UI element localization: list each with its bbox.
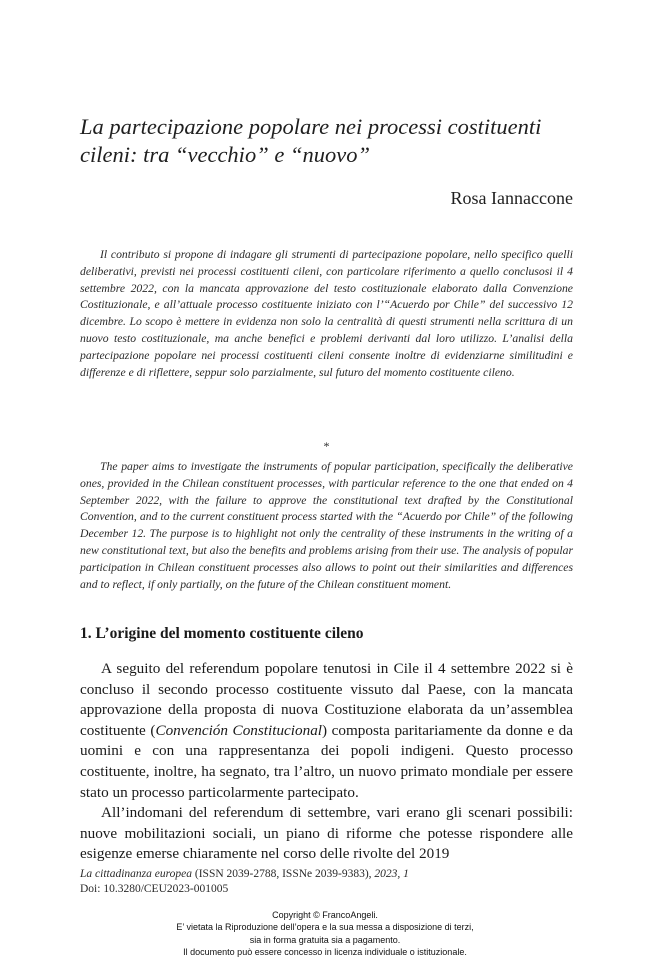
body-paragraph-1 (80, 659, 573, 803)
body-paragraph-1-end: ) composta paritariamente da donne e da uomini e con una rappresentanza dei popoli indigeni. Questo processo costituente, inoltre, ha segnato, tra l’altro, un nuovo primato mondiale per essere stato un processo particolarmente partecipato. (80, 721, 573, 801)
body-text (80, 659, 573, 865)
abstract-english: The paper aims to investigate the instruments of popular participation, specifically the deliberative ones, provided in the Chilean constituent processes, with particular reference to the one that ended on 4 September 2022, with the failure to approve the constitutional text drafted by the Constitutional Convention, and to the current constituent process started with the “Acuerdo por Chile” of the following December 12. The purpose is to highlight not only the centrality of these instruments in the writing of a new constitutional text, but also the benefits and problems arising from their use. The analysis of popular participation in Chilean constituent processes also allows to point out their similarities and differences and to reflect, if only partially, on the future of the Chilean constituent moment. (80, 460, 573, 591)
body-paragraph-1-start: A seguito del referendum popolare tenutosi in Cile il 4 settembre 2022 si è concluso il secondo processo costituente vissuto dal Paese, con la mancata approvazione della proposta di nuova Costituzione elaborata da un’assemblea costituente ( (80, 660, 573, 739)
abstract-italian: Il contributo si propone di indagare gli strumenti di partecipazione popolare, nello specifico quelli deliberativi, previsti nei processi costituenti cileni, con particolare riferimento a quello conclusosi il 4 settembre 2022, con la mancata approvazione del testo costituzionale elaborato dalla Convenzione Costituzionale, e all’attuale processo costituente iniziato con l’“Acuerdo por Chile” del successivo 12 dicembre. Lo scopo è mettere in evidenza non solo la centralità di questi strumenti nella scrittura di un nuovo testo costituzionale, ma anche benefici e problemi derivanti dal loro utilizzo. L’analisi della partecipazione popolare nei processi costituenti cileni consente inoltre di evidenziarne similitudini e differenze e di riflettere, seppur solo parzialmente, sul futuro del momento costituente cileno. (80, 248, 573, 379)
convencion-constitucional-term: Convención Constitucional (155, 721, 323, 739)
copyright-line: Copyright © FrancoAngeli. (272, 910, 378, 920)
paper-title: La partecipazione popolare nei processi costituenti cileni: tra “vecchio” e “nuovo” (80, 114, 542, 167)
journal-name: La cittadinanza europea (80, 868, 193, 880)
doi-line: Doi: 10.3280/CEU2023-001005 (80, 883, 229, 895)
copyright-line: sia in forma gratuita sia a pagamento. (249, 934, 401, 945)
journal-citation (80, 867, 573, 897)
abstract-separator: * (323, 439, 330, 453)
journal-issue: 2023, 1 (374, 868, 409, 880)
journal-issn: (ISSN 2039-2788, ISSNe 2039-9383), (192, 868, 375, 880)
body-paragraph-2: All’indomani del referendum di settembre, vari erano gli scenari possibili: nuove mobilitazioni sociali, un piano di riforme che potesse rispondere alle esigenze emerse chiaramente nel corso delle rivolte del 2019 (80, 804, 573, 863)
copyright-line: E’ vietata la Riproduzione dell’opera e la sua messa a disposizione di terzi, (176, 922, 474, 933)
section-heading: 1. L’origine del momento costituente cileno (80, 625, 364, 642)
copyright-line: Il documento può essere concesso in licenza individuale o istituzionale. (183, 947, 467, 958)
copyright-notice (0, 909, 650, 959)
citation-line (80, 867, 573, 882)
author-name: Rosa Iannaccone (450, 188, 573, 208)
